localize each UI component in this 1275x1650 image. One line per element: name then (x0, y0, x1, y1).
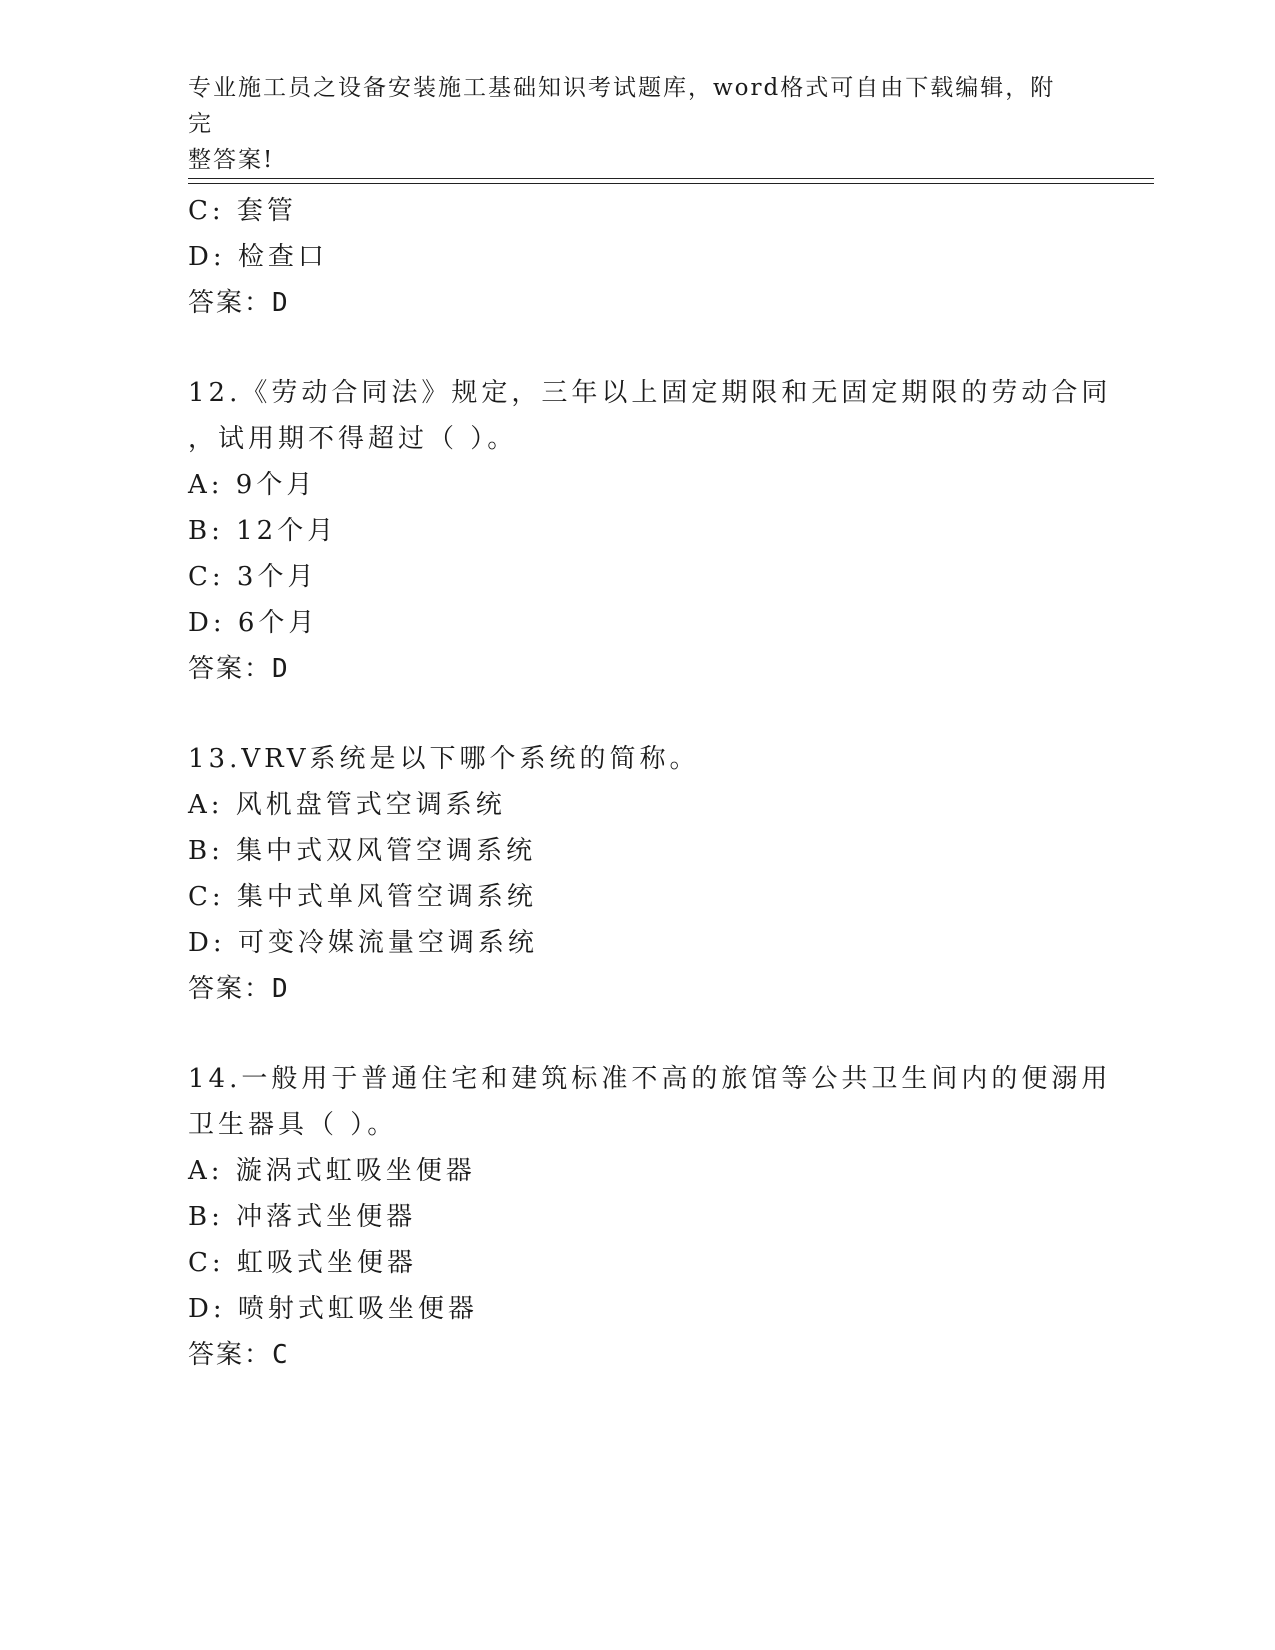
question-12 (188, 370, 1112, 692)
option-b: B: 集中式双风管空调系统 (188, 836, 537, 866)
header-line-2: 整答案! (188, 147, 275, 173)
question-stem-cont: 卫生器具（ ）。 (188, 1110, 398, 1140)
answer: 答案：D (188, 288, 290, 318)
question-14 (188, 1056, 1112, 1378)
question-11-tail (188, 188, 1088, 326)
option-c: C: 集中式单风管空调系统 (188, 882, 537, 912)
option-a: A: 9个月 (188, 470, 317, 500)
question-list (188, 188, 1112, 1378)
option-d: D: 喷射式虹吸坐便器 (188, 1294, 478, 1324)
option-c: C: 套管 (188, 196, 297, 226)
option-d: D: 可变冷媒流量空调系统 (188, 928, 538, 958)
answer: 答案：D (188, 654, 290, 684)
document-header (188, 70, 1068, 178)
option-b: B: 冲落式坐便器 (188, 1202, 417, 1232)
question-stem: 13.VRV系统是以下哪个系统的简称。 (188, 744, 700, 774)
option-c: C: 虹吸式坐便器 (188, 1248, 417, 1278)
answer: 答案：C (188, 1340, 290, 1370)
header-line-1: 专业施工员之设备安装施工基础知识考试题库，word格式可自由下载编辑，附完 (188, 75, 1056, 137)
question-stem: 14.一般用于普通住宅和建筑标准不高的旅馆等公共卫生间内的便溺用 (188, 1064, 1112, 1094)
question-stem-cont: ，试用期不得超过（ ）。 (188, 424, 518, 454)
question-stem: 12.《劳动合同法》规定，三年以上固定期限和无固定期限的劳动合同 (188, 378, 1112, 408)
option-c: C: 3个月 (188, 562, 318, 592)
header-divider-top (188, 178, 1154, 179)
answer: 答案：D (188, 974, 290, 1004)
question-13 (188, 736, 1088, 1012)
header-divider-bottom (188, 183, 1154, 184)
option-d: D: 6个月 (188, 608, 319, 638)
option-d: D: 检查口 (188, 242, 328, 272)
option-a: A: 风机盘管式空调系统 (188, 790, 506, 820)
option-a: A: 漩涡式虹吸坐便器 (188, 1156, 476, 1186)
option-b: B: 12个月 (188, 516, 338, 546)
